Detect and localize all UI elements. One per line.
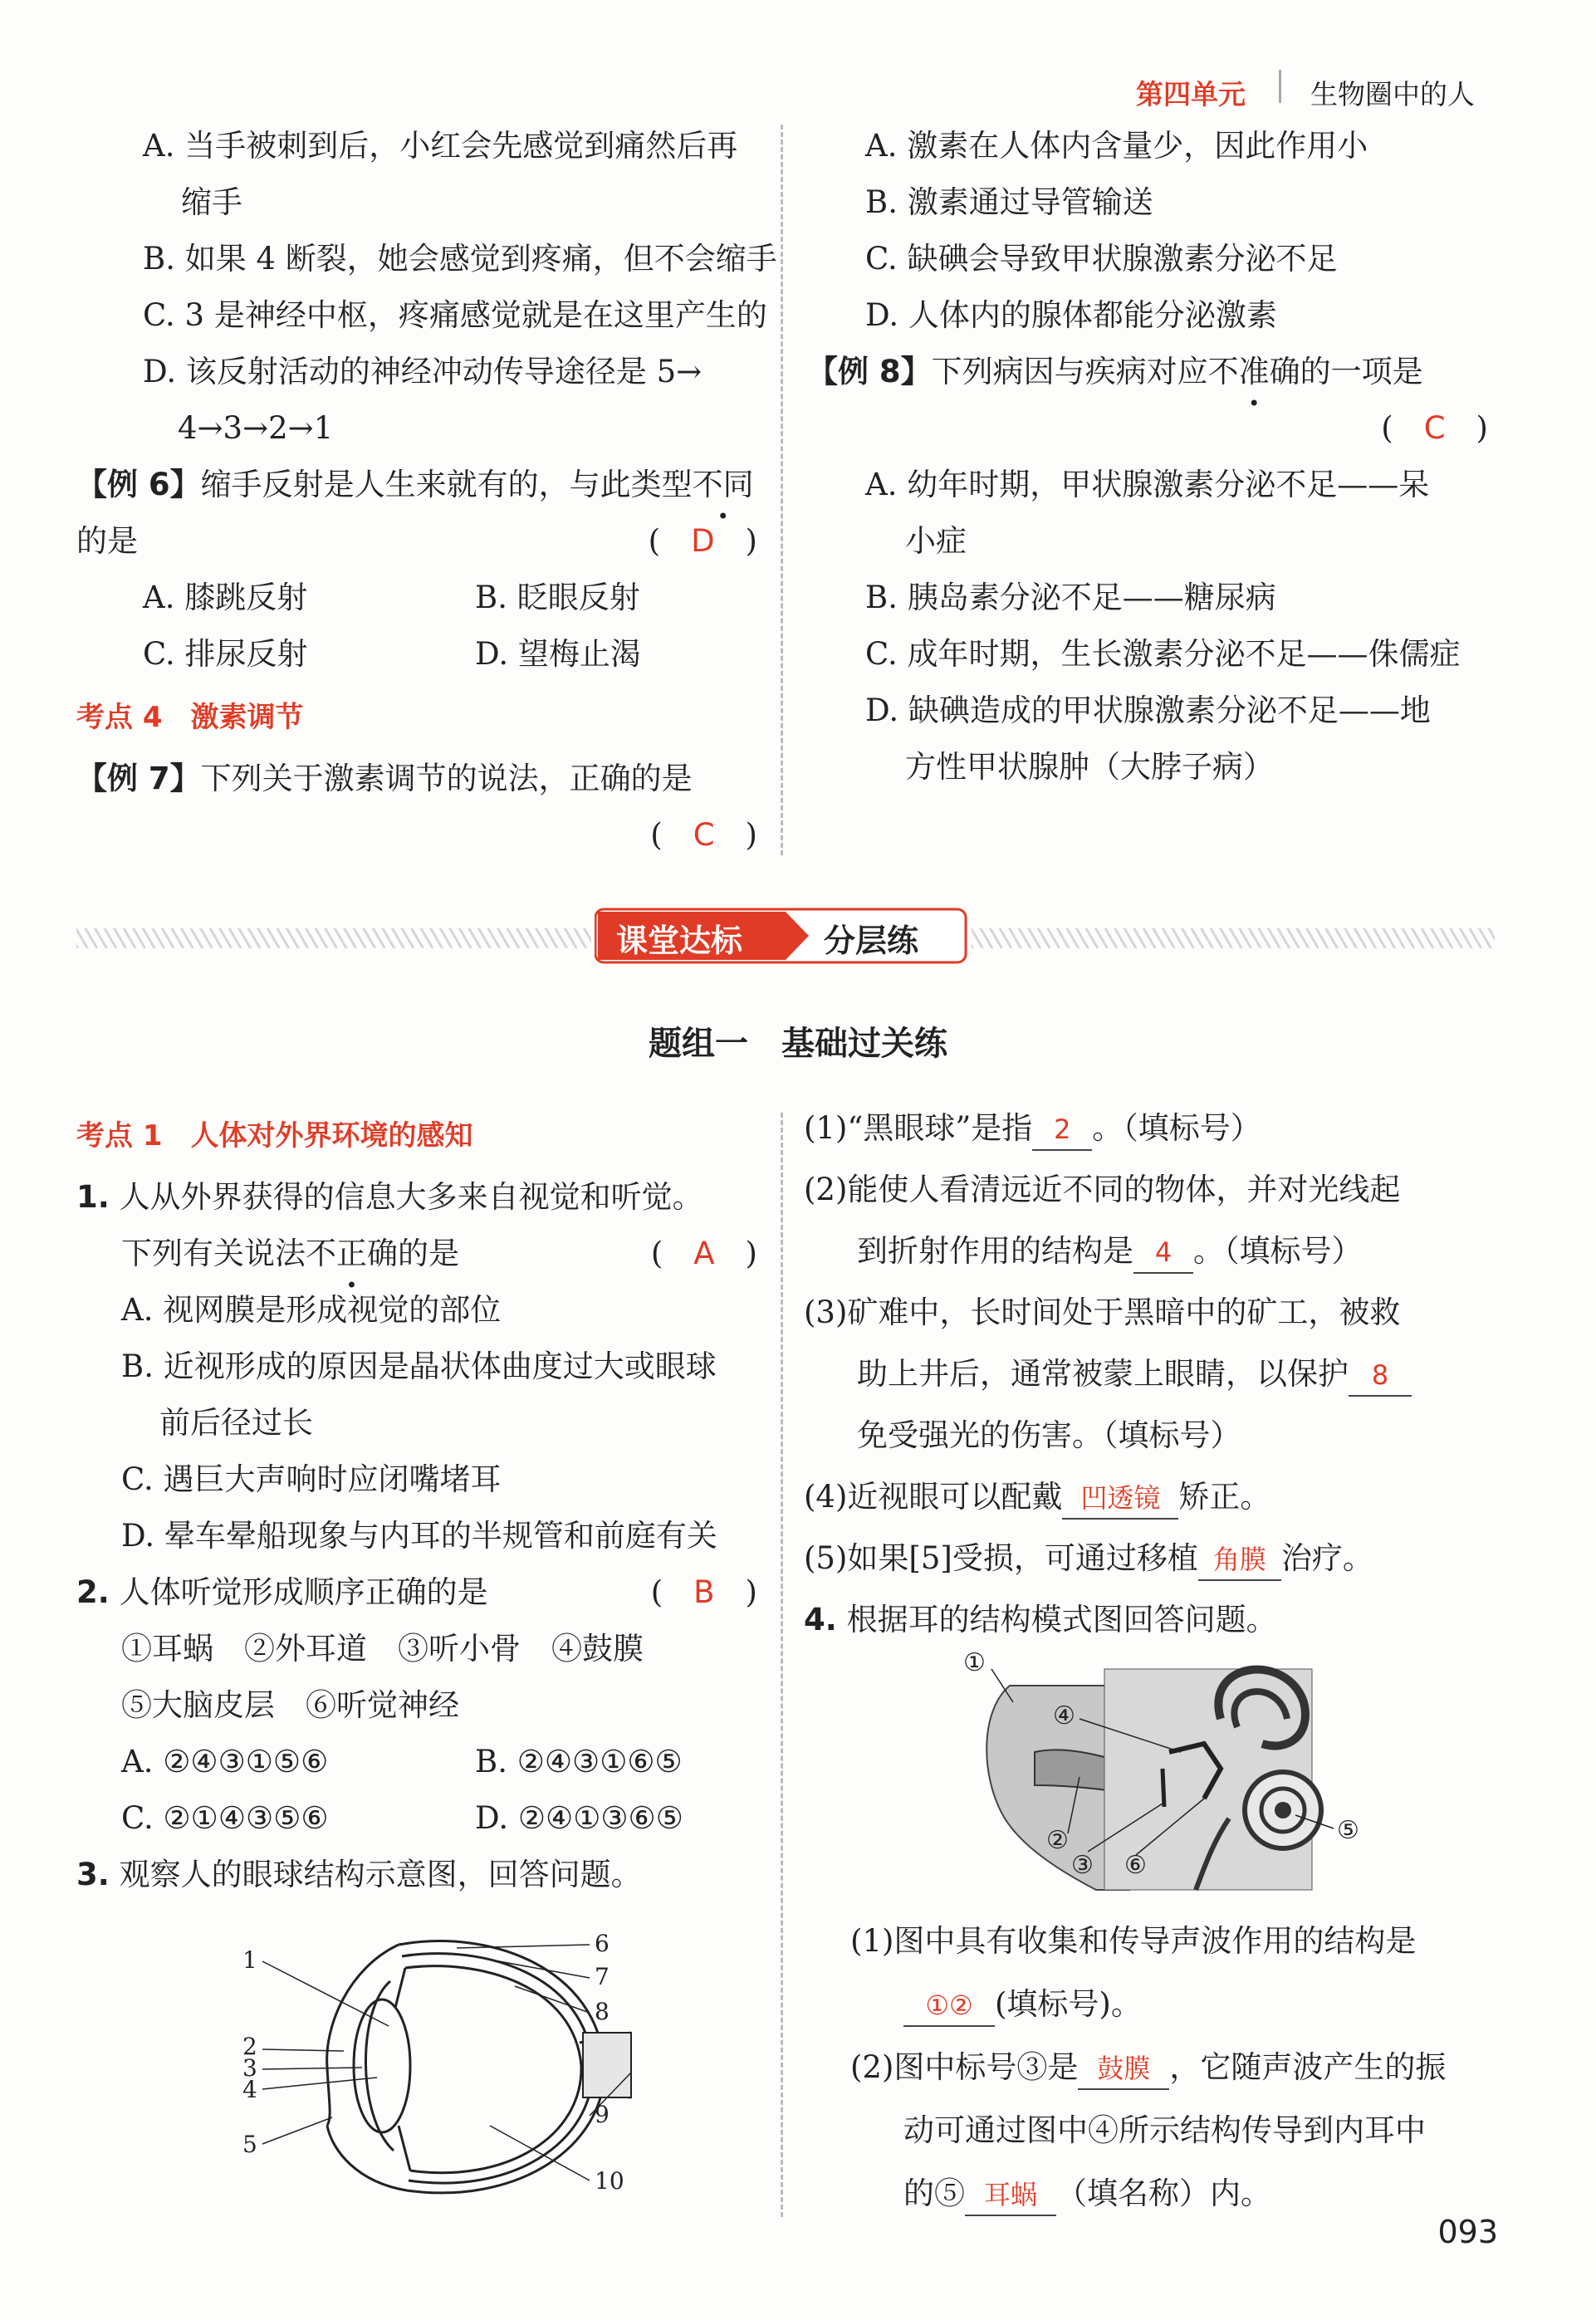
part-text: (1)“黑眼球”是指 bbox=[804, 1110, 1033, 1146]
question-2-text: 人体听觉形成顺序正确的是 bbox=[119, 1574, 488, 1610]
option-b: B. 胰岛素分泌不足——糖尿病 bbox=[865, 580, 1276, 615]
question-3-part-1 bbox=[804, 1098, 1496, 1159]
option-c: C. 缺碘会导致甲状腺激素分泌不足 bbox=[865, 241, 1338, 277]
option-d-line1: D. 该反射活动的神经冲动传导途径是 5→ bbox=[143, 354, 703, 389]
section-banner bbox=[595, 907, 968, 970]
question-4-stem bbox=[804, 1589, 1496, 1651]
left-top-column bbox=[76, 118, 777, 864]
ear-label-4: ④ bbox=[1053, 1701, 1075, 1730]
question-3-text: 观察人的眼球结构示意图，回答问题。 bbox=[119, 1857, 642, 1892]
ear-diagram bbox=[955, 1652, 1387, 1893]
part-text-end: 。（填标号） bbox=[1193, 1233, 1363, 1269]
question-1-text-end: 的是 bbox=[398, 1236, 459, 1271]
answer-letter: C bbox=[1423, 410, 1446, 446]
unit-label: 第四单元 bbox=[1136, 78, 1246, 110]
ear-label-3: ③ bbox=[1071, 1851, 1094, 1880]
eye-diagram bbox=[241, 1926, 656, 2209]
ear-label-5: ⑤ bbox=[1337, 1816, 1359, 1845]
option-b: B. 眨眼反射 bbox=[475, 580, 640, 615]
ear-label-6: ⑥ bbox=[1124, 1851, 1147, 1880]
option-a: A. ②④③①⑤⑥ bbox=[121, 1744, 329, 1779]
example-6-options-row2 bbox=[76, 626, 766, 683]
example-8-text-end: 的一项是 bbox=[1300, 354, 1423, 389]
question-number: 3. bbox=[76, 1857, 110, 1892]
emphasis-text: 不正确 bbox=[306, 1236, 398, 1271]
question-3-part-3-line3: 免受强光的伤害。（填标号） bbox=[857, 1417, 1241, 1453]
option-a: A. 激素在人体内含量少，因此作用小 bbox=[865, 128, 1368, 164]
label-leaders bbox=[262, 1945, 631, 2181]
part-text-end: 。（填标号） bbox=[1092, 1110, 1261, 1146]
option-d: D. 晕车晕船现象与内耳的半规管和前庭有关 bbox=[121, 1518, 717, 1554]
question-number: 4. bbox=[804, 1602, 837, 1637]
example-8-text: 下列病因与疾病对应 bbox=[931, 354, 1208, 389]
answer-bracket: ( A ) bbox=[650, 1236, 757, 1271]
question-3-part-3-line2 bbox=[804, 1344, 1496, 1405]
answer-blank: 角膜 bbox=[1198, 1539, 1281, 1581]
part-text: (2)图中标号③是 bbox=[850, 2049, 1079, 2085]
question-2-options-row2 bbox=[76, 1790, 766, 1847]
eye-label-2: 2 bbox=[242, 2033, 257, 2060]
example-7-tag: 【例 7】 bbox=[76, 761, 201, 796]
eye-labels bbox=[242, 1930, 624, 2195]
example-6-tag: 【例 6】 bbox=[76, 467, 201, 502]
column-divider-bottom bbox=[781, 1113, 783, 2217]
part-text: (4)近视眼可以配戴 bbox=[804, 1479, 1063, 1515]
question-number: 2. bbox=[76, 1574, 110, 1610]
question-4-part-2-line3 bbox=[850, 2162, 1498, 2225]
answer-bracket: ( B ) bbox=[650, 1574, 757, 1610]
right-bottom-column bbox=[804, 1098, 1496, 1651]
option-a-line2: 缩手 bbox=[181, 184, 242, 220]
page-number: 093 bbox=[1437, 2214, 1498, 2250]
eye-label-9: 9 bbox=[595, 2101, 610, 2128]
eye-label-7: 7 bbox=[595, 1963, 610, 1990]
section-heading-kp4: 考点 4 激素调节 bbox=[76, 701, 304, 734]
option-c: C. 3 是神经中枢，疼痛感觉就是在这里产生的 bbox=[143, 297, 767, 333]
option-c: C. 成年时期，生长激素分泌不足——侏儒症 bbox=[865, 636, 1461, 672]
question-1-line2 bbox=[76, 1226, 766, 1282]
ear-label-1: ① bbox=[963, 1652, 986, 1677]
question-4-part-2-line1 bbox=[850, 2036, 1498, 2099]
banner-right-text: 分层练 bbox=[824, 923, 919, 959]
eye-label-10: 10 bbox=[595, 2167, 624, 2195]
question-4-part-1-line2 bbox=[850, 1973, 1498, 2036]
example-6-text: 缩手反射是人生来就有的，与此类型 bbox=[200, 467, 693, 502]
answer-bracket: ( C ) bbox=[1381, 410, 1488, 446]
example-7-text: 下列关于激素调节的说法，正确的是 bbox=[200, 761, 693, 796]
eye-label-8: 8 bbox=[595, 1998, 610, 2025]
hatch-left bbox=[76, 928, 591, 948]
option-b-line2: 前后径过长 bbox=[159, 1405, 313, 1441]
question-2-stem bbox=[76, 1564, 766, 1621]
eardrum bbox=[1163, 1769, 1164, 1807]
answer-bracket: ( D ) bbox=[648, 523, 757, 559]
question-3-stem bbox=[76, 1847, 766, 1903]
question-4-part-1-line1: (1)图中具有收集和传导声波作用的结构是 bbox=[850, 1923, 1417, 1959]
option-c: C. 遇巨大声响时应闭嘴堵耳 bbox=[121, 1461, 502, 1497]
option-b-line1: B. 近视形成的原因是晶状体曲度过大或眼球 bbox=[121, 1348, 717, 1384]
answer-letter: B bbox=[693, 1574, 715, 1610]
answer-letter: D bbox=[691, 523, 715, 559]
question-3-part-2-line2 bbox=[804, 1221, 1496, 1282]
question-2-items-1: ①耳蜗 ②外耳道 ③听小骨 ④鼓膜 bbox=[121, 1631, 644, 1667]
cornea bbox=[327, 1945, 399, 2126]
example-6-text-cont: 的是 bbox=[76, 523, 138, 559]
ciliary-body bbox=[395, 1968, 410, 2171]
answer-letter: C bbox=[693, 817, 715, 853]
option-d-line1: D. 缺碘造成的甲状腺激素分泌不足——地 bbox=[865, 693, 1431, 728]
eye-label-1: 1 bbox=[242, 1946, 257, 1974]
part-text: 助上井后，通常被蒙上眼睛，以保护 bbox=[857, 1356, 1349, 1392]
option-d-line2: 4→3→2→1 bbox=[178, 410, 334, 446]
answer-blank: 耳蜗 bbox=[965, 2175, 1056, 2216]
answer-blank: 8 bbox=[1349, 1355, 1412, 1397]
answer-blank: 4 bbox=[1133, 1232, 1193, 1274]
question-4-text: 根据耳的结构模式图回答问题。 bbox=[846, 1602, 1277, 1637]
section-heading-kp1: 考点 1 人体对外界环境的感知 bbox=[76, 1119, 473, 1153]
answer-letter: A bbox=[693, 1236, 715, 1271]
hatch-right bbox=[972, 928, 1495, 948]
lens bbox=[354, 1999, 410, 2132]
question-2-options-row1 bbox=[76, 1734, 766, 1790]
part-text-end: (填标号)。 bbox=[995, 1986, 1142, 2022]
option-d: D. 人体内的腺体都能分泌激素 bbox=[865, 297, 1277, 333]
part-text: 到折射作用的结构是 bbox=[857, 1233, 1133, 1269]
emphasis-text: 不准确 bbox=[1207, 354, 1300, 389]
ear-label-2: ② bbox=[1046, 1826, 1069, 1855]
eye-label-4: 4 bbox=[242, 2076, 257, 2103]
answer-blank: 鼓膜 bbox=[1078, 2048, 1169, 2090]
question-1-text-cont: 下列有关说法 bbox=[121, 1236, 306, 1271]
optic-nerve-fill bbox=[583, 2033, 631, 2097]
option-b: B. ②④③①⑥⑤ bbox=[475, 1744, 683, 1779]
option-a-line1: A. 幼年时期，甲状腺激素分泌不足——呆 bbox=[865, 467, 1430, 502]
question-3-part-5 bbox=[804, 1528, 1496, 1589]
question-3-part-3-line1: (3)矿难中，长时间处于黑暗中的矿工，被救 bbox=[804, 1295, 1401, 1330]
option-d: D. ②④①③⑥⑤ bbox=[475, 1800, 683, 1836]
example-8-tag: 【例 8】 bbox=[807, 354, 932, 389]
option-c: C. ②①④③⑤⑥ bbox=[121, 1800, 329, 1836]
part-text: (5)如果[5]受损，可通过移植 bbox=[804, 1540, 1198, 1576]
option-a-line1: A. 当手被刺到后，小红会先感觉到痛然后再 bbox=[143, 128, 738, 164]
example-7-stem bbox=[76, 751, 766, 807]
header-divider bbox=[1279, 70, 1281, 103]
question-3-part-4 bbox=[804, 1466, 1496, 1528]
part-text: 的⑤ bbox=[903, 2176, 965, 2211]
group-title: 题组一 基础过关练 bbox=[649, 1025, 947, 1063]
left-bottom-column bbox=[76, 1108, 766, 1903]
question-1-text: 人从外界获得的信息大多来自视觉和听觉。 bbox=[119, 1179, 703, 1215]
answer-bracket: ( C ) bbox=[650, 817, 757, 853]
eye-label-5: 5 bbox=[242, 2131, 257, 2158]
answer-blank: 凹透镜 bbox=[1062, 1478, 1178, 1520]
part-text-end: 矫正。 bbox=[1178, 1479, 1271, 1515]
part-text-end: 治疗。 bbox=[1280, 1540, 1373, 1576]
column-divider-top bbox=[781, 125, 783, 855]
option-a: A. 膝跳反射 bbox=[143, 580, 308, 615]
option-c: C. 排尿反射 bbox=[143, 636, 308, 672]
option-a: A. 视网膜是形成视觉的部位 bbox=[121, 1292, 502, 1328]
question-1-stem bbox=[76, 1169, 766, 1226]
eye-label-6: 6 bbox=[595, 1930, 610, 1957]
question-4-part-2-line2: 动可通过图中④所示结构传导到内耳中 bbox=[903, 2112, 1426, 2148]
question-4-parts bbox=[850, 1910, 1498, 2225]
question-number: 1. bbox=[76, 1179, 110, 1215]
option-a-line2: 小症 bbox=[905, 523, 967, 559]
retina-layer bbox=[405, 1966, 581, 2173]
question-3-part-2-line1: (2)能使人看清远近不同的物体，并对光线起 bbox=[804, 1172, 1401, 1207]
right-top-column bbox=[807, 118, 1496, 795]
example-6-options-row1 bbox=[76, 570, 766, 626]
chapter-title: 生物圈中的人 bbox=[1310, 78, 1475, 110]
option-d: D. 望梅止渴 bbox=[475, 636, 641, 672]
banner-left-text: 课堂达标 bbox=[616, 923, 743, 959]
example-8-stem bbox=[807, 344, 1496, 400]
answer-blank: ①② bbox=[903, 1985, 995, 2027]
answer-blank: 2 bbox=[1032, 1109, 1092, 1151]
emphasis-text: 不同 bbox=[692, 467, 754, 502]
example-6-stem bbox=[76, 457, 766, 513]
eye-label-3: 3 bbox=[242, 2054, 257, 2082]
sclera-outline bbox=[327, 1941, 605, 2193]
part-text-end: ，它随声波产生的振 bbox=[1169, 2049, 1447, 2085]
option-d-line2: 方性甲状腺肿（大脖子病） bbox=[905, 749, 1274, 785]
example-6-line2 bbox=[76, 513, 766, 570]
question-2-items-2: ⑤大脑皮层 ⑥听觉神经 bbox=[121, 1687, 459, 1723]
option-b: B. 激素通过导管输送 bbox=[865, 184, 1153, 220]
option-b: B. 如果 4 断裂，她会感觉到疼痛，但不会缩手 bbox=[143, 241, 777, 277]
part-text-end: （填名称）内。 bbox=[1056, 2176, 1271, 2211]
choroid-layer bbox=[402, 1954, 593, 2184]
